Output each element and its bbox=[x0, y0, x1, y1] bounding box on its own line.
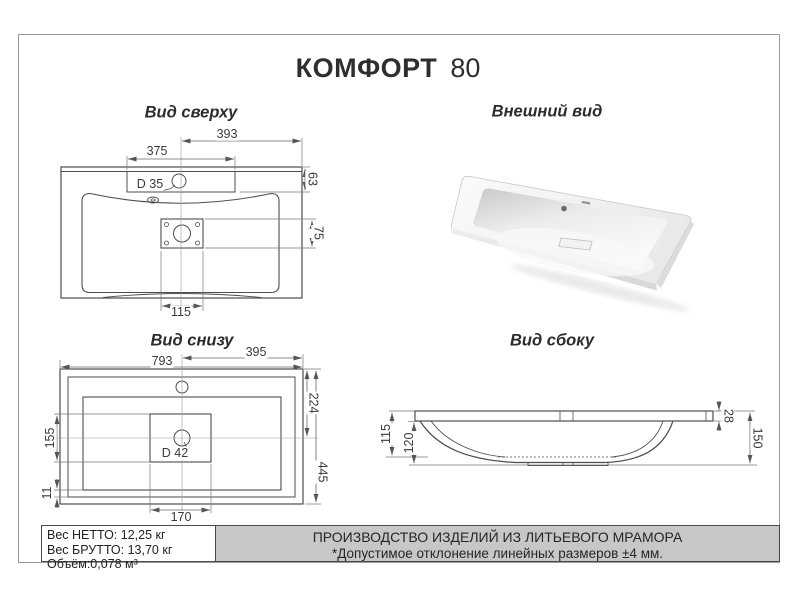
dim-bottom-170: 170 bbox=[170, 509, 192, 524]
dim-top-393: 393 bbox=[216, 126, 238, 141]
drain-plate bbox=[161, 219, 203, 248]
top-view-countertop-outline bbox=[61, 167, 302, 298]
top-view-basin-outline bbox=[82, 194, 279, 293]
dim-bottom-395: 395 bbox=[245, 344, 267, 359]
dim-top-75: 75 bbox=[311, 226, 326, 240]
dim-bottom-11: 11 bbox=[39, 486, 54, 500]
side-view-bowl-outer bbox=[420, 421, 673, 463]
dim-bottom-224: 224 bbox=[306, 392, 321, 414]
side-view-drawing bbox=[415, 411, 713, 466]
dim-top-375: 375 bbox=[146, 143, 168, 158]
dim-bottom-793: 793 bbox=[151, 353, 173, 368]
dim-bottom-445: 445 bbox=[315, 461, 330, 483]
product-name: КОМФОРТ bbox=[295, 53, 438, 83]
dim-top-115: 115 bbox=[171, 304, 191, 319]
volume: Объём:0,078 м³ bbox=[47, 557, 138, 572]
bottom-view-drawing bbox=[60, 369, 303, 504]
weight-brutto: Вес БРУТТО: 13,70 кг bbox=[47, 542, 173, 557]
external-view-title: Внешний вид bbox=[491, 102, 603, 121]
weight-netto: Вес НЕТТО: 12,25 кг bbox=[47, 528, 166, 542]
top-view-title: Вид сверху bbox=[144, 103, 238, 122]
production-statement: ПРОИЗВОДСТВО ИЗДЕЛИЙ ИЗ ЛИТЬЕВОГО МРАМОРА bbox=[312, 529, 683, 545]
dim-bottom-155: 155 bbox=[42, 427, 57, 449]
bottom-view-title: Вид снизу bbox=[150, 331, 234, 350]
drain-opening bbox=[174, 225, 191, 242]
dim-side-120: 120 bbox=[401, 432, 416, 454]
bottom-view-outer-outline bbox=[60, 369, 303, 504]
dim-side-150: 150 bbox=[750, 427, 765, 449]
top-view-dimensions bbox=[127, 137, 316, 313]
top-view-drawing bbox=[61, 167, 302, 298]
dim-bottom-drain-d42: D 42 bbox=[161, 445, 189, 460]
dim-side-28: 28 bbox=[721, 409, 736, 423]
bottom-view-inner-outline bbox=[68, 377, 295, 497]
side-view-bowl-inner-right bbox=[612, 421, 663, 457]
top-view-front-apron bbox=[103, 294, 261, 298]
side-view-rim bbox=[415, 411, 713, 421]
product-size: 80 bbox=[450, 53, 481, 83]
dim-side-115: 115 bbox=[378, 424, 393, 444]
dim-top-63: 63 bbox=[305, 172, 320, 186]
sink-3d-faucet-hole bbox=[561, 206, 567, 212]
footer-production-box bbox=[215, 525, 780, 562]
dim-top-faucet-d35: D 35 bbox=[136, 176, 164, 191]
side-view-bowl-inner-left bbox=[431, 421, 505, 457]
side-view-title: Вид сбоку bbox=[510, 331, 594, 350]
footer-weight-box bbox=[41, 525, 216, 572]
external-view-render bbox=[451, 176, 694, 316]
tolerance-note: *Допустимое отклонение линейных размеров ±4 мм. bbox=[331, 546, 664, 561]
